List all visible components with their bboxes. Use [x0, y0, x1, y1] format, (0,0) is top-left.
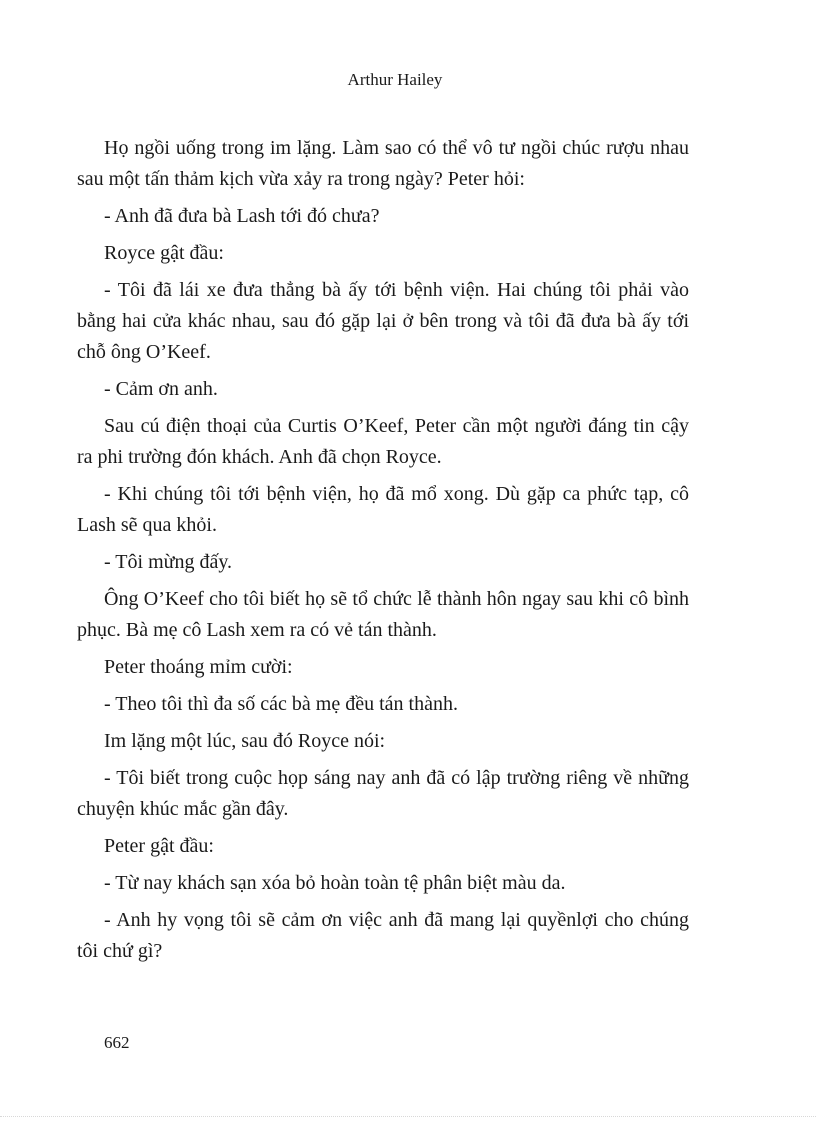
page-number: 662: [104, 1033, 130, 1052]
paragraph: - Tôi đã lái xe đưa thẳng bà ấy tới bệnh viện. Hai chúng tôi phải vào bằng hai cửa khác nhau, sau đó gặp lại ở bên trong và tôi đã đưa bà ấy tới chỗ ông O’Keef.: [77, 279, 689, 363]
text-body: [77, 133, 689, 973]
paragraph: - Theo tôi thì đa số các bà mẹ đều tán thành.: [104, 693, 458, 715]
paragraph: Peter gật đầu:: [104, 835, 214, 857]
paragraph: Royce gật đầu:: [104, 242, 224, 264]
paragraph: - Cảm ơn anh.: [104, 378, 218, 400]
paragraph: Peter thoáng mỉm cười:: [104, 656, 293, 678]
paragraph: Họ ngồi uống trong im lặng. Làm sao có thể vô tư ngồi chúc rượu nhau sau một tấn thảm kịch vừa xảy ra trong ngày? Peter hỏi:: [77, 137, 689, 190]
paragraph: Sau cú điện thoại của Curtis O’Keef, Peter cần một người đáng tin cậy ra phi trường đón khách. Anh đã chọn Royce.: [77, 415, 689, 468]
running-header: Arthur Hailey: [347, 70, 443, 89]
paragraph: - Tôi mừng đấy.: [104, 551, 233, 573]
page-bottom-divider: [0, 1116, 816, 1117]
paragraph: - Khi chúng tôi tới bệnh viện, họ đã mổ xong. Dù gặp ca phức tạp, cô Lash sẽ qua khỏi.: [77, 483, 689, 536]
paragraph: - Tôi biết trong cuộc họp sáng nay anh đã có lập trường riêng về những chuyện khúc mắc gần đây.: [77, 767, 689, 820]
paragraph: - Anh hy vọng tôi sẽ cảm ơn việc anh đã mang lại quyềnlợi cho chúng tôi chứ gì?: [77, 909, 689, 962]
paragraph: - Anh đã đưa bà Lash tới đó chưa?: [104, 205, 380, 227]
paragraph: Im lặng một lúc, sau đó Royce nói:: [104, 730, 386, 752]
paragraph: Ông O’Keef cho tôi biết họ sẽ tổ chức lễ thành hôn ngay sau khi cô bình phục. Bà mẹ cô Lash xem ra có vẻ tán thành.: [77, 588, 689, 641]
paragraph: - Từ nay khách sạn xóa bỏ hoàn toàn tệ phân biệt màu da.: [104, 872, 566, 894]
